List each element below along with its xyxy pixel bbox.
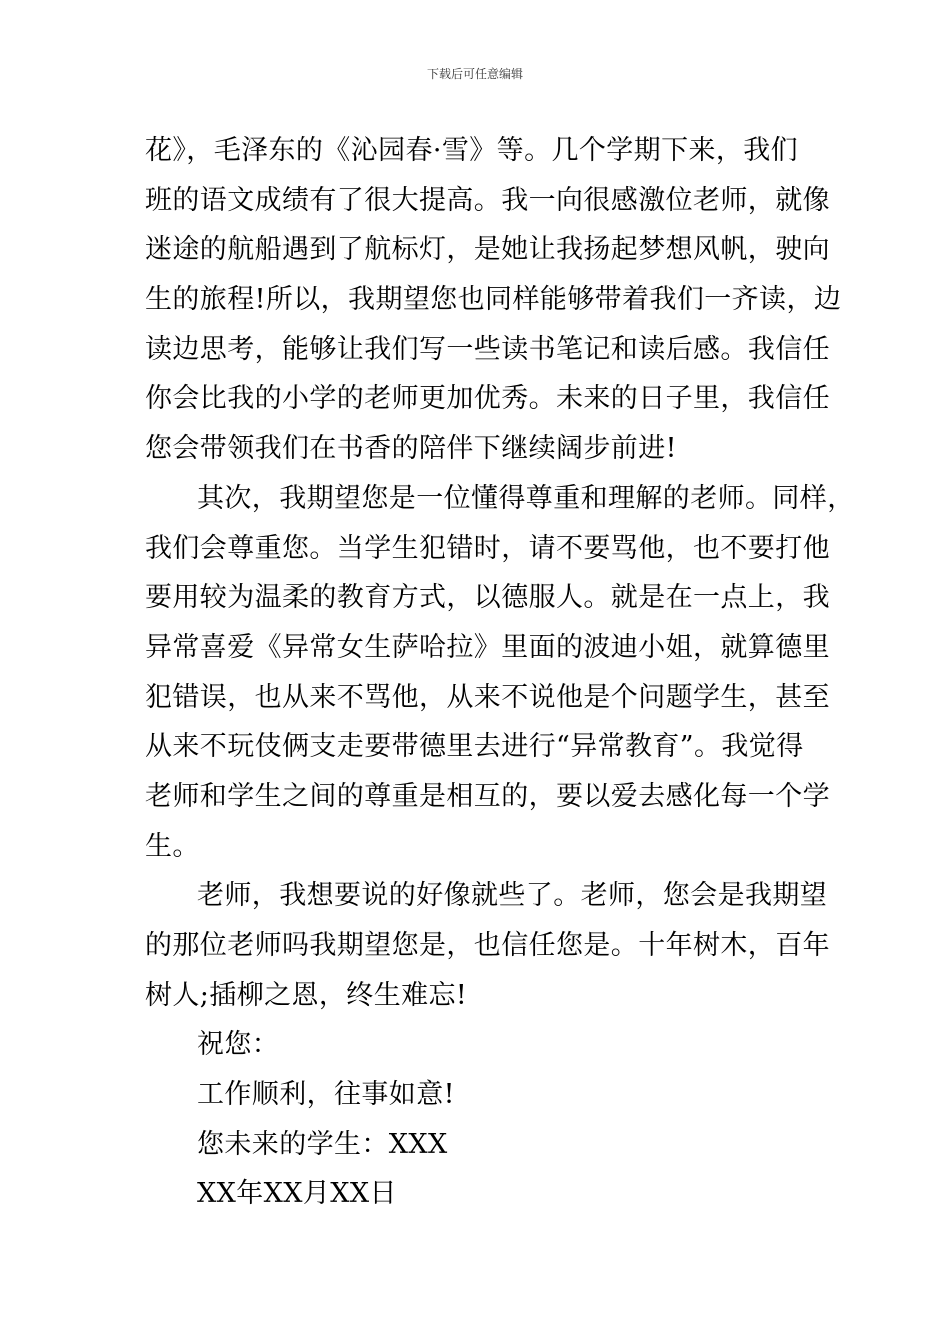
text-line: 其次，我期望您是一位懂得尊重和理解的老师。同样， xyxy=(197,482,855,514)
text-line: 工作顺利，往事如意! xyxy=(197,1079,455,1111)
text-line: 祝您： xyxy=(197,1029,280,1061)
text-line: 老师和学生之间的尊重是相互的，要以爱去感化每一个学 xyxy=(145,780,830,812)
text-line: 异常喜爱《异常女生萨哈拉》里面的波迪小姐，就算德里 xyxy=(145,631,830,663)
text-line: 树人;插柳之恩，终生难忘! xyxy=(145,979,468,1011)
text-line: 要用较为温柔的教育方式，以德服人。就是在一点上，我 xyxy=(145,582,830,614)
page-header: 下载后可任意编辑 xyxy=(426,67,523,81)
text-line: 犯错误，也从来不骂他，从来不说他是个问题学生，甚至 xyxy=(145,681,830,713)
text-line: XX年XX月XX日 xyxy=(197,1178,397,1210)
text-line: 的那位老师吗我期望您是，也信任您是。十年树木，百年 xyxy=(145,930,830,961)
text-line: 您会带领我们在书香的陪伴下继续阔步前进! xyxy=(145,433,677,465)
letter-body xyxy=(145,126,855,1219)
text-line: 生。 xyxy=(145,830,200,862)
text-line: 班的语文成绩有了很大提高。我一向很感激位老师，就像 xyxy=(145,184,830,216)
text-line: 从来不玩伎俩支走要带德里去进行“异常教育”。我觉得 xyxy=(145,731,804,763)
text-line: 您未来的学生：XXX xyxy=(197,1128,448,1160)
text-line: 我们会尊重您。当学生犯错时，请不要骂他，也不要打他 xyxy=(145,532,830,564)
text-line: 你会比我的小学的老师更加优秀。未来的日子里，我信任 xyxy=(145,383,830,415)
text-line: 迷途的航船遇到了航标灯，是她让我扬起梦想风帆，驶向 xyxy=(145,234,830,266)
text-line: 读边思考，能够让我们写一些读书笔记和读后感。我信任 xyxy=(145,333,830,365)
text-line: 花》，毛泽东的《沁园春·雪》等。几个学期下来，我们 xyxy=(145,135,799,166)
text-line: 老师，我想要说的好像就些了。老师，您会是我期望 xyxy=(197,880,828,912)
text-line: 生的旅程!所以，我期望您也同样能够带着我们一齐读，边 xyxy=(145,284,842,316)
